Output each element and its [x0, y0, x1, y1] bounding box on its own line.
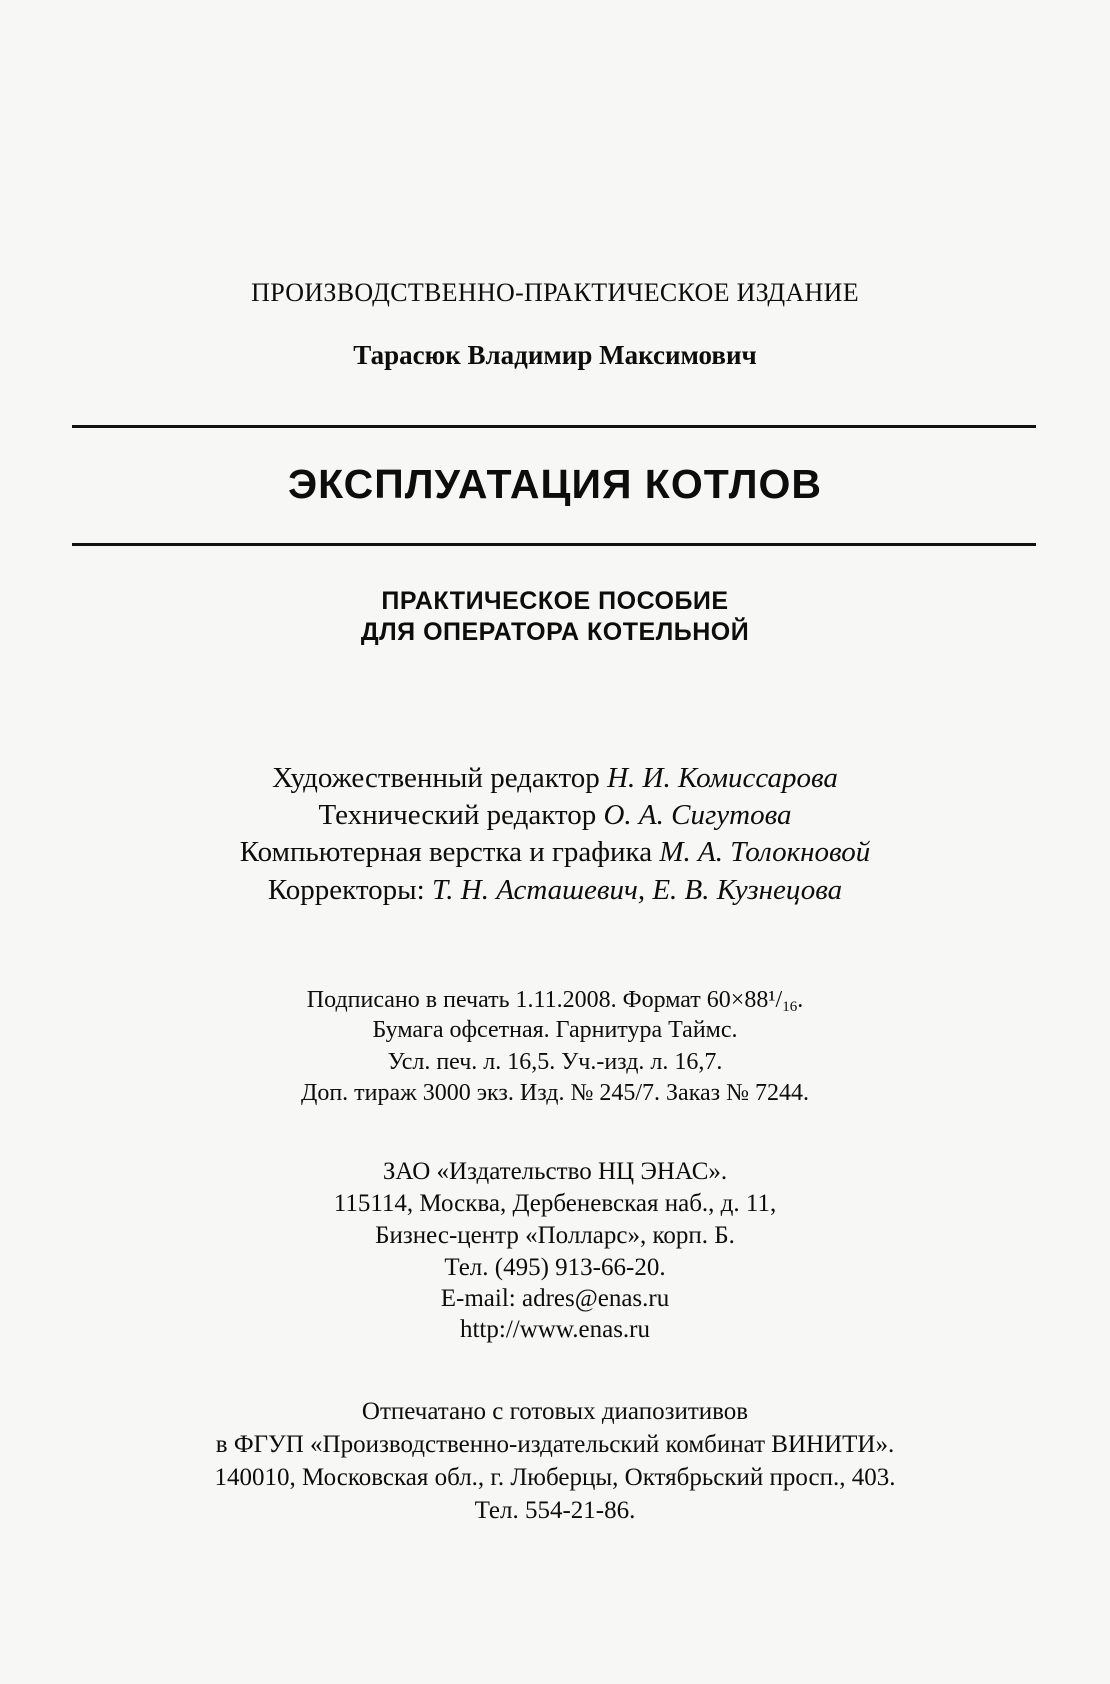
publisher-email: E-mail: adres@enas.ru	[440, 1285, 670, 1312]
printer-address: 140010, Московская обл., г. Люберцы, Октябрьский просп., 403.	[214, 1464, 896, 1491]
credit-role: Художественный редактор	[272, 762, 600, 794]
subtitle-line-2: ДЛЯ ОПЕРАТОРА КОТЕЛЬНОЙ	[360, 618, 750, 646]
credit-layout	[0, 836, 1110, 869]
book-title: ЭКСПЛУАТАЦИЯ КОТЛОВ	[287, 461, 823, 507]
imprint-signed-text: Подписано в печать 1.11.2008. Формат 60×88¹/	[306, 987, 783, 1013]
credit-person: О. А. Сигутова	[603, 799, 792, 831]
credit-person: Н. И. Комиссарова	[607, 762, 838, 794]
title-top-rule	[72, 425, 1036, 428]
publisher-phone: Тел. (495) 913-66-20.	[444, 1254, 666, 1281]
author-name: Тарасюк Владимир Максимович	[353, 340, 757, 370]
imprint-signed-end: .	[797, 987, 804, 1013]
subtitle-line-1: ПРАКТИЧЕСКОЕ ПОСОБИЕ	[381, 587, 729, 615]
publisher-name: ЗАО «Издательство НЦ ЭНАС».	[382, 1158, 728, 1185]
edition-type: ПРОИЗВОДСТВЕННО-ПРАКТИЧЕСКОЕ ИЗДАНИЕ	[251, 278, 859, 307]
credit-technical-editor	[0, 799, 1110, 832]
imprint-run: Доп. тираж 3000 экз. Изд. № 245/7. Заказ № 7244.	[300, 1080, 810, 1106]
credit-role: Корректоры:	[267, 874, 425, 906]
printer-note: Отпечатано с готовых диапозитивов	[361, 1398, 749, 1425]
credit-role: Компьютерная верстка и графика	[239, 836, 653, 868]
publisher-url: http://www.enas.ru	[459, 1316, 650, 1343]
publisher-address: 115114, Москва, Дербеневская наб., д. 11,	[333, 1190, 777, 1217]
printer-name: в ФГУП «Производственно-издательский комбинат ВИНИТИ».	[215, 1431, 895, 1458]
credit-role: Технический редактор	[318, 799, 597, 831]
credit-proofreaders	[0, 874, 1110, 907]
imprint-signed-format	[0, 987, 1110, 1016]
printer-phone: Тел. 554-21-86.	[474, 1497, 636, 1524]
credit-person: Т. Н. Асташевич, Е. В. Кузнецова	[431, 874, 843, 906]
title-bottom-rule	[72, 543, 1036, 546]
credit-person: М. А. Толокновой	[659, 836, 871, 868]
format-fraction-denominator: 16	[782, 999, 798, 1015]
credit-art-editor	[0, 762, 1110, 795]
imprint-sheets: Усл. печ. л. 16,5. Уч.-изд. л. 16,7.	[387, 1049, 723, 1075]
publisher-business-center: Бизнес-центр «Полларс», корп. Б.	[375, 1222, 735, 1249]
imprint-paper: Бумага офсетная. Гарнитура Таймс.	[372, 1017, 738, 1043]
